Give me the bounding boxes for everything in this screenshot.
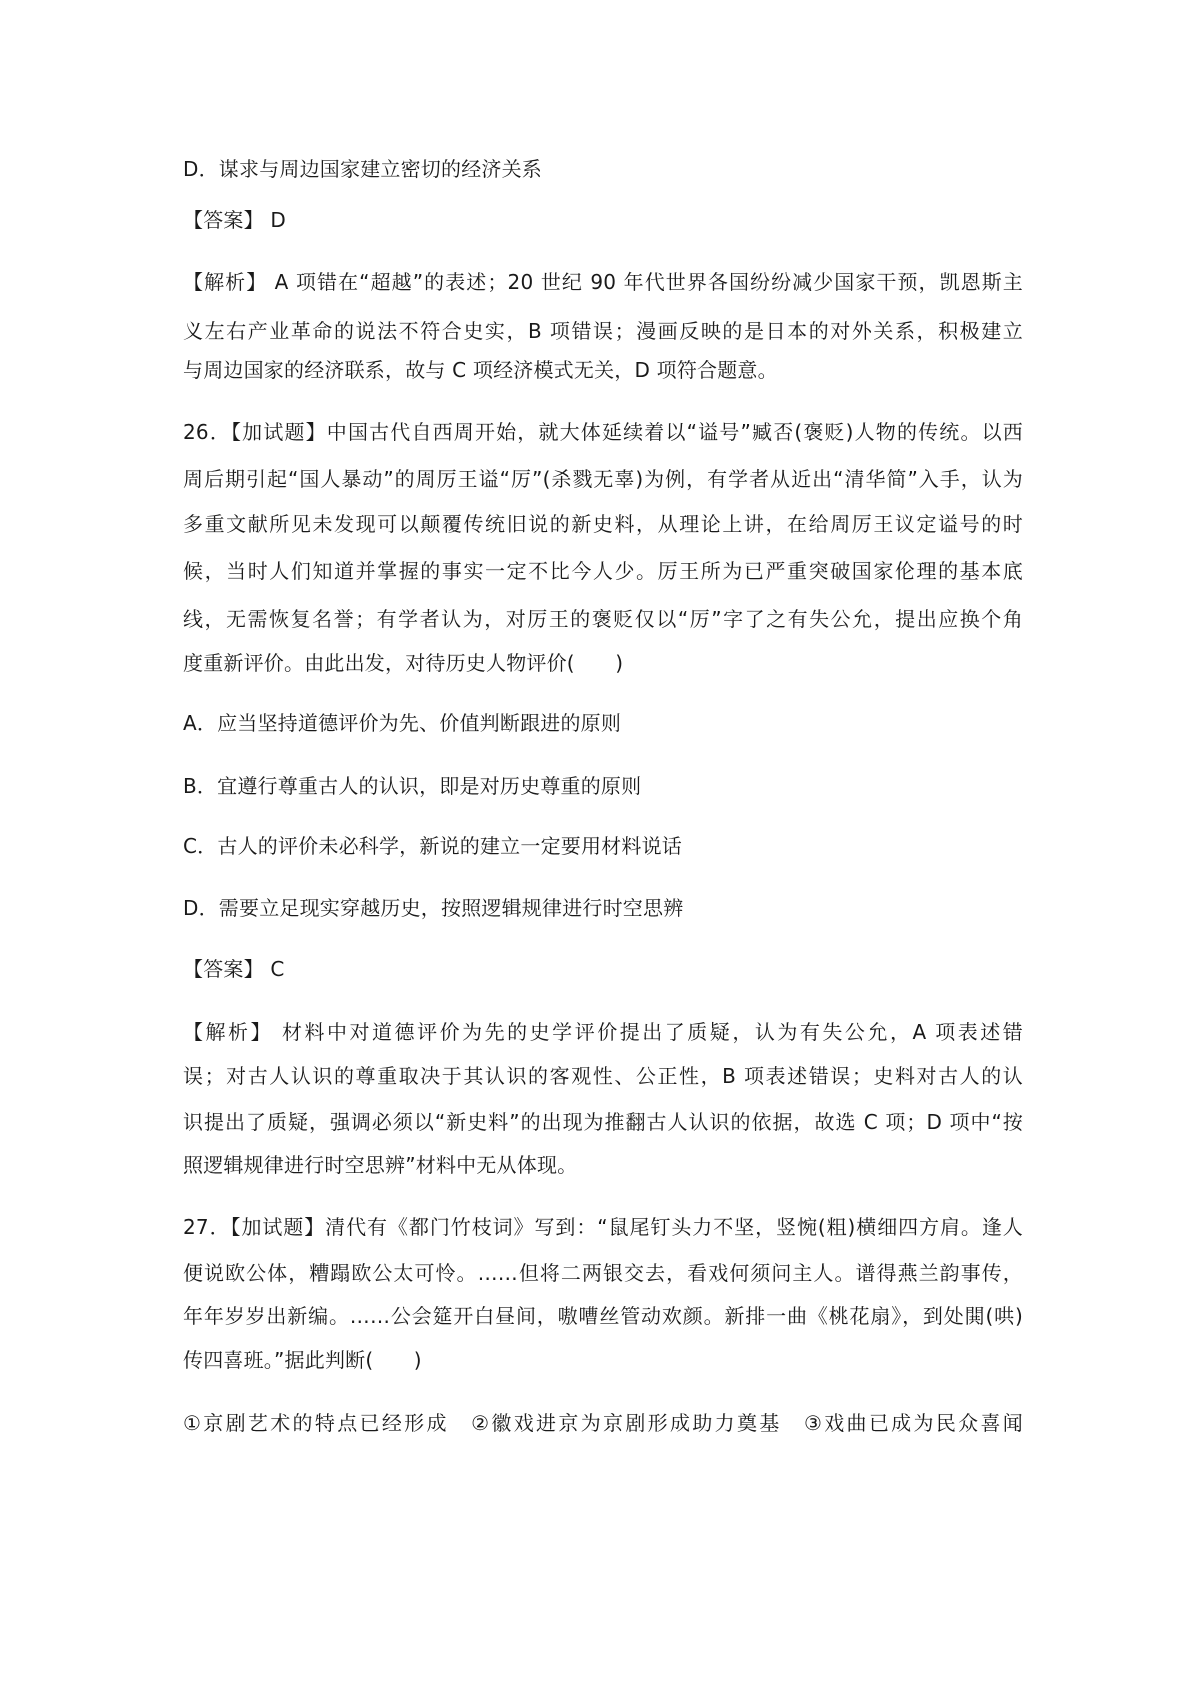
- question-27-line3: 年年岁岁出新编。……公会筵开白昼间，嗷嘈丝管动欢颜。新排一曲《桃花扇》，到处閧(哄): [183, 1304, 1023, 1328]
- analysis-q26-line3: 识提出了质疑，强调必须以“新史料”的出现为推翻古人认识的依据，故选 C 项；D 项中“按: [183, 1110, 1023, 1134]
- option-d-q26: D．需要立足现实穿越历史，按照逻辑规律进行时空思辨: [183, 896, 684, 920]
- analysis-q26-line2: 误；对古人认识的尊重取决于其认识的客观性、公正性，B 项表述错误；史料对古人的认: [183, 1064, 1023, 1088]
- option-d-q25: D．谋求与周边国家建立密切的经济关系: [183, 157, 543, 181]
- question-26-line6: 度重新评价。由此出发，对待历史人物评价( ): [183, 651, 624, 675]
- question-26-line5: 线，无需恢复名誉；有学者认为，对厉王的褒贬仅以“厉”字了之有失公允，提出应换个角: [183, 607, 1023, 631]
- answer-q25: 【答案】 D: [183, 208, 286, 232]
- option-a-q26: A．应当坚持道德评价为先、价值判断跟进的原则: [183, 711, 622, 735]
- analysis-q25-line1: 【解析】 A 项错在“超越”的表述；20 世纪 90 年代世界各国纷纷减少国家干预，凯恩斯主: [183, 270, 1023, 294]
- option-c-q26: C．古人的评价未必科学，新说的建立一定要用材料说话: [183, 834, 682, 858]
- question-26-line3: 多重文献所见未发现可以颠覆传统旧说的新史料，从理论上讲，在给周厉王议定谥号的时: [183, 512, 1023, 536]
- question-26-line2: 周后期引起“国人暴动”的周厉王谥“厉”(杀戮无辜)为例，有学者从近出“清华简”入手，认为: [183, 467, 1023, 491]
- question-27-statements: ①京剧艺术的特点已经形成 ②徽戏进京为京剧形成助力奠基 ③戏曲已成为民众喜闻: [183, 1411, 1023, 1435]
- question-26-line4: 候，当时人们知道并掌握的事实一定不比今人少。厉王所为已严重突破国家伦理的基本底: [183, 559, 1023, 583]
- analysis-q25-line2: 义左右产业革命的说法不符合史实，B 项错误；漫画反映的是日本的对外关系，积极建立: [183, 319, 1023, 343]
- question-27-line4: 传四喜班。”据此判断( ): [183, 1348, 422, 1372]
- analysis-q26-line1: 【解析】 材料中对道德评价为先的史学评价提出了质疑，认为有失公允，A 项表述错: [183, 1020, 1023, 1044]
- question-27-line2: 便说欧公体，糟蹋欧公太可怜。……但将二两银交去，看戏何须问主人。谱得燕兰韵事传，: [183, 1261, 1023, 1285]
- analysis-q26-line4: 照逻辑规律进行时空思辨”材料中无从体现。: [183, 1153, 578, 1177]
- analysis-q25-line3: 与周边国家的经济联系，故与 C 项经济模式无关，D 项符合题意。: [183, 358, 778, 382]
- question-27-line1: 27．【加试题】清代有《都门竹枝词》写到：“鼠尾钉头力不坚，竖惋(粗)横细四方肩。逢人: [183, 1215, 1023, 1239]
- option-b-q26: B．宜遵行尊重古人的认识，即是对历史尊重的原则: [183, 774, 642, 798]
- answer-q26: 【答案】 C: [183, 957, 285, 981]
- question-26-line1: 26．【加试题】中国古代自西周开始，就大体延续着以“谥号”臧否(褒贬)人物的传统。以西: [183, 420, 1023, 444]
